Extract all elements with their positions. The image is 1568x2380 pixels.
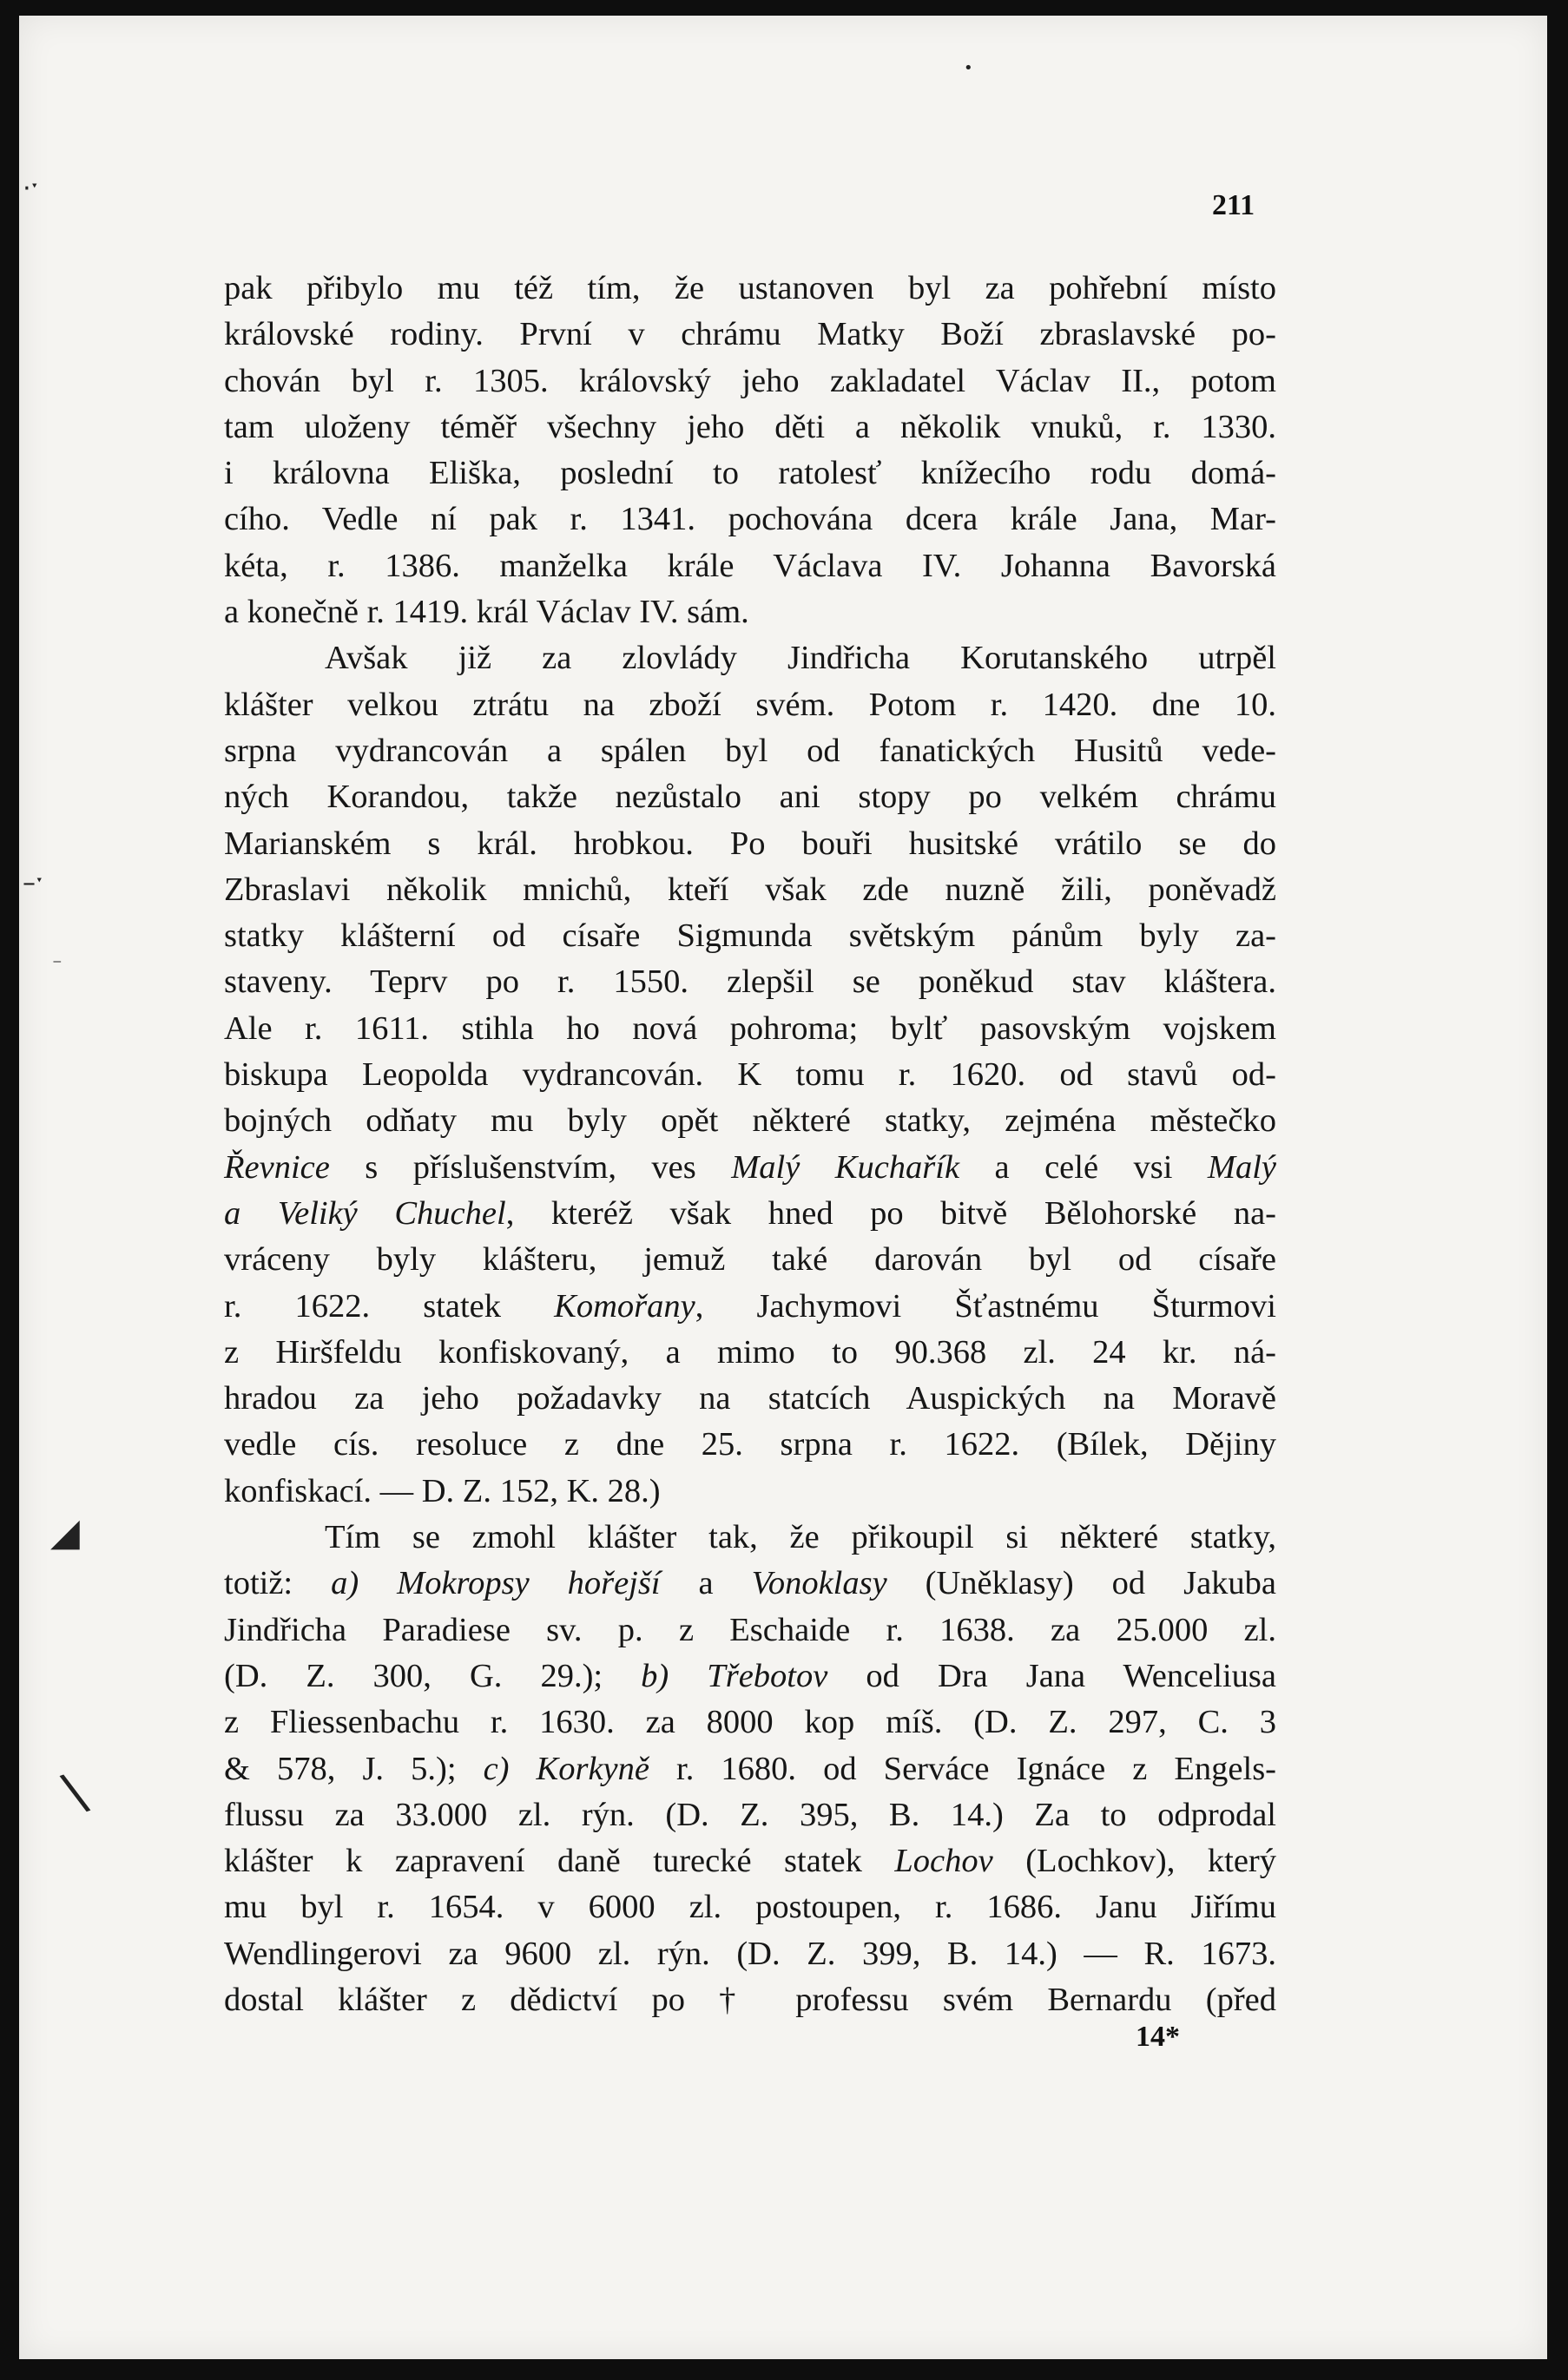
text-line: z Hiršfeldu konfiskovaný, a mimo to 90.368 zl. 24 kr. ná- [224,1333,1276,1371]
text-line: flussu za 33.000 zl. rýn. (D. Z. 395, B. 14.) Za to odprodal [224,1796,1276,1833]
text-line: statky klášterní od císaře Sigmunda světským pánům byly za- [224,917,1276,955]
text-line: srpna vydrancován a spálen byl od fanatických Husitů vede- [224,732,1276,769]
text-line: i královna Eliška, poslední to ratolesť knížecího rodu domá- [224,455,1276,492]
italic-segment: Komořany [554,1287,695,1325]
text-segment: a celé vsi [959,1148,1208,1186]
text-segment: (D. Z. 300, G. 29.); [224,1657,642,1694]
text-line: Jindřicha Paradiese sv. p. z Eschaide r. 1638. za 25.000 zl. [224,1611,1276,1648]
italic-segment: Lochov [894,1843,993,1880]
text-segment: klášter k zapravení daně turecké statek [224,1843,895,1880]
text-segment: s příslušenstvím, ves [329,1148,732,1186]
margin-speck: \ [56,1760,94,1824]
scan-border-right [1547,0,1568,2380]
text-line: vráceny byly klášteru, jemuž také darován byl od císaře [224,1241,1276,1279]
text-line: tam uloženy téměř všechny jeho děti a několik vnuků, r. 1330. [224,408,1276,445]
text-segment: (Lochkov), který [992,1843,1276,1880]
text-segment: a [660,1565,752,1602]
text-line: mu byl r. 1654. v 6000 zl. postoupen, r. 1686. Janu Jiřímu [224,1889,1276,1926]
text-line [224,1838,1276,1884]
text-line: biskupa Leopolda vydrancován. K tomu r. 1620. od stavů od- [224,1056,1276,1094]
text-segment: & 578, J. 5.); [224,1750,484,1787]
text-line: klášter velkou ztrátu na zboží svém. Potom r. 1420. dne 10. [224,686,1276,723]
text-segment: r. 1622. statek [224,1287,555,1325]
text-line: konfiskací. — D. Z. 152, K. 28.) [224,1472,661,1509]
text-line [224,1145,1276,1191]
text-segment: totiž: [224,1565,332,1602]
text-line: Avšak již za zlovlády Jindřicha Korutanského utrpěl [325,640,1276,677]
text-segment: , kteréž však hned po bitvě Bělohorské na- [505,1194,1277,1232]
page-number: 211 [1212,189,1255,221]
text-line: a konečně r. 1419. král Václav IV. sám. [224,594,749,631]
margin-speck: –ˑ [23,868,45,898]
text-segment: , Jachymovi Šťastnému Šturmovi [695,1287,1276,1325]
text-line: hradou za jeho požadavky na statcích Auspických na Moravě [224,1380,1276,1417]
text-line: chován byl r. 1305. královský jeho zakladatel Václav II., potom [224,362,1276,399]
scan-border-bottom [0,2359,1568,2380]
italic-segment: Řevnice [224,1148,330,1186]
text-line: vedle cís. resoluce z dne 25. srpna r. 1622. (Bílek, Dějiny [224,1426,1276,1463]
text-line [224,1746,1276,1792]
text-line: Tím se zmohl klášter tak, že přikoupil si některé statky, [325,1519,1276,1556]
text-line: královské rodiny. První v chrámu Matky Boží zbraslavské po- [224,316,1276,353]
italic-segment: Vonoklasy [751,1565,887,1602]
text-line: Wendlingerovi za 9600 zl. rýn. (D. Z. 399, B. 14.) — R. 1673. [224,1935,1276,1972]
italic-segment: a) Mokropsy hořejší [331,1565,661,1602]
text-segment: od Dra Jana Wenceliusa [827,1657,1276,1694]
text-line: Zbraslavi několik mnichů, kteří však zde nuzně žili, poněvadž [224,871,1276,908]
scan-border-top [0,0,1568,16]
text-line: Ale r. 1611. stihla ho nová pohroma; bylť pasovským vojskem [224,1009,1276,1047]
text-line: z Fliessenbachu r. 1630. za 8000 kop míš. (D. Z. 297, C. 3 [224,1704,1276,1741]
text-segment: (Uněklasy) od Jakuba [886,1565,1276,1602]
text-line [224,1284,1276,1330]
text-line [224,1561,1276,1607]
margin-speck: • [964,59,973,77]
body-text [224,266,1276,2023]
text-line: staveny. Teprv po r. 1550. zlepšil se poněkud stav kláštera. [224,963,1276,1001]
italic-segment: b) Třebotov [641,1657,828,1694]
text-segment: r. 1680. od Serváce Ignáce z Engels- [649,1750,1276,1787]
text-line: cího. Vedle ní pak r. 1341. pochována dcera krále Jana, Mar- [224,501,1276,538]
text-line: Marianském s král. hrobkou. Po bouři husitské vrátilo se do [224,825,1276,862]
italic-segment: a Veliký Chuchel [224,1194,506,1232]
printer-signature: 14* [1136,2021,1180,2053]
text-line: bojných odňaty mu byly opět některé statky, zejména městečko [224,1102,1276,1140]
scan-border-left [0,0,19,2380]
margin-speck: ◢ [50,1510,80,1555]
text-line: kéta, r. 1386. manželka krále Václava IV. Johanna Bavorská [224,547,1276,584]
text-line: pak přibylo mu též tím, že ustanoven byl za pohřební místo [224,270,1276,306]
text-line: ných Korandou, takže nezůstalo ani stopy po velkém chrámu [224,779,1276,816]
italic-segment: Malý Kuchařík [731,1148,960,1186]
text-line [224,1654,1276,1700]
italic-segment: Malý [1207,1148,1276,1186]
italic-segment: c) Korkyně [483,1750,649,1787]
margin-speck: ⋅ˑ [23,174,40,204]
text-line: dostal klášter z dědictví po † professu svém Bernardu (před [224,1981,1276,2018]
margin-speck: ⁻ [52,955,63,976]
text-line [224,1191,1276,1237]
